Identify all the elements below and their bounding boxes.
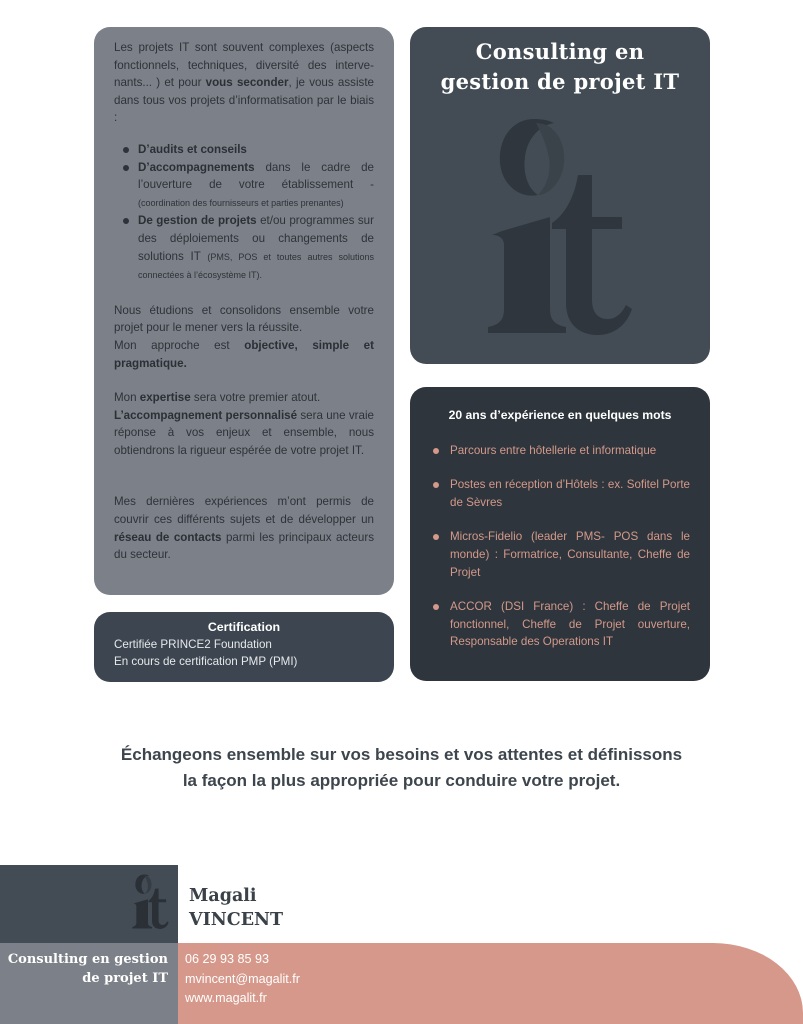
intro-paragraph-1: Les projets IT sont souvent complexes (aspects fonctionnels, techniques, diversité des intervenants... ) et pour vous seconder, je vous assiste dans tous vos projets d’informatisation par le biais : <box>114 41 374 125</box>
experience-list <box>430 442 690 651</box>
it-monogram-small-logo-icon <box>130 873 172 931</box>
intro-paragraph-3: Mon approche est objective, simple et pragmatique. <box>114 338 374 370</box>
certification-line-prince2: Certifiée PRINCE2 Foundation <box>114 638 272 651</box>
footer-tagline: Consulting en gestion de projet IT <box>7 952 168 986</box>
certification-title: Certification <box>207 620 281 634</box>
intro-paragraph-2: Nous étudions et consolidons ensemble votre projet pour le mener vers la réussite. <box>114 303 374 335</box>
intro-paragraph-4: Mon expertise sera votre premier atout. L’accompagnement personnalisé sera une vraie réponse à vos enjeux et ensemble, nous obtiendrons la rigueur espérée de votre projet IT. <box>114 391 374 457</box>
certification-line-pmp: En cours de certification PMP (PMI) <box>114 655 298 668</box>
logo-card-title: Consulting en gestion de projet IT <box>440 39 680 94</box>
footer-person-name: Magali VINCENT <box>189 886 284 930</box>
certification-card <box>94 612 394 682</box>
call-to-action: Échangeons ensemble sur vos besoins et vos attentes et définissons la façon la plus appropriée pour conduire votre projet. <box>120 745 683 790</box>
experience-item: Micros-Fidelio (leader PMS- POS dans le monde) : Formatrice, Consultante, Cheffe de Projet <box>450 528 690 581</box>
experience-item: Parcours entre hôtellerie et informatique <box>450 442 690 460</box>
email-link[interactable]: mvincent@magalit.fr <box>185 971 300 986</box>
footer-contact-info <box>185 950 300 1009</box>
it-monogram-logo-icon <box>482 113 642 343</box>
website-link[interactable]: www.magalit.fr <box>185 991 267 1005</box>
intro-card <box>94 27 394 595</box>
service-item-accompagnement: D’accompagnements dans le cadre de l’ouverture de votre établissement - (coordination des fournisseurs et parties prenantes) <box>138 159 374 213</box>
experience-item: Postes en réception d’Hôtels : ex. Sofitel Porte de Sèvres <box>450 476 690 511</box>
experience-card <box>410 387 710 681</box>
phone-number[interactable]: 06 29 93 85 93 <box>185 952 270 966</box>
experience-title: 20 ans d’expérience en quelques mots <box>448 408 672 422</box>
services-list <box>114 141 374 285</box>
service-item-audit: D’audits et conseils <box>138 141 374 159</box>
experience-item: ACCOR (DSI France) : Cheffe de Projet fonctionnel, Cheffe de Projet ouverture, Responsable des Operations IT <box>450 598 690 651</box>
service-item-gestion: De gestion de projets et/ou programmes sur des déploiements ou changements de solutions IT (PMS, POS et toutes autres solutions connectées à l’écosystème IT). <box>138 212 374 284</box>
intro-paragraph-5: Mes dernières expériences m’ont permis de couvrir ces différents sujets et de développer un réseau de contacts parmi les principaux acteurs du secteur. <box>114 495 374 562</box>
logo-card <box>410 27 710 364</box>
